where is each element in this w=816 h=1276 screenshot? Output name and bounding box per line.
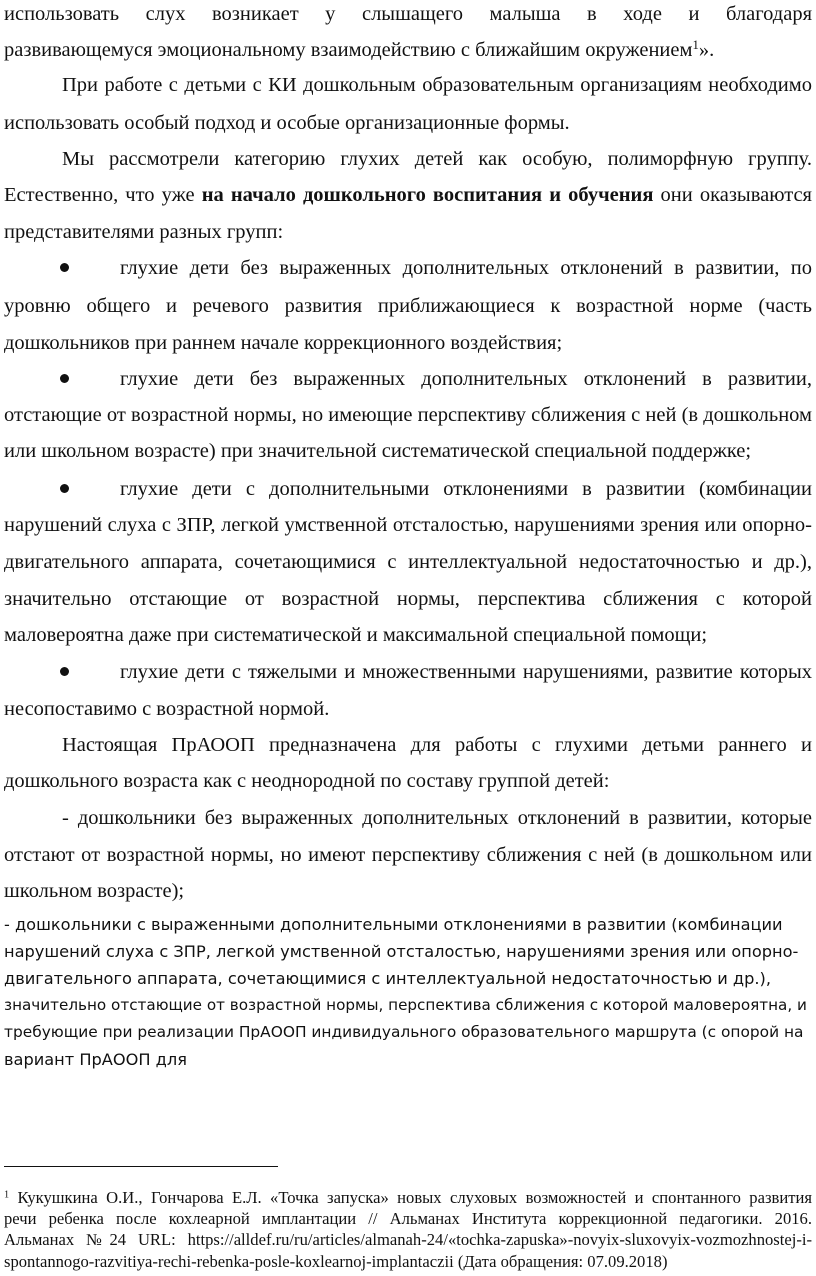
list-item-line: дошкольников при раннем начале коррекционного воздействия;	[4, 332, 563, 354]
body-line: - дошкольники без выраженных дополнительных отклонений в развитии, которые	[62, 807, 812, 829]
sans-line: - дошкольники с выраженными дополнительными отклонениями в развитии (комбинации	[4, 915, 783, 934]
body-line: отстают от возрастной нормы, но имеют перспективу сближения с ней (в дошкольном или	[4, 844, 812, 866]
list-item-line: отстающие от возрастной нормы, но имеющие перспективу сближения с ней (в дошкольном	[4, 404, 812, 426]
footnote-url-line[interactable]: Альманах №24 URL: https://alldef.ru/ru/articles/almanah-24/«tochka-zapuska»-novyix-sluxovyix-vozmozhnostej-i-	[4, 1230, 812, 1249]
list-item-line: глухие дети без выраженных дополнительных отклонений в развитии,	[120, 368, 812, 390]
body-line: использовать особый подход и особые организационные формы.	[4, 112, 570, 134]
body-line: При работе с детьми с КИ дошкольным образовательным организациям необходимо	[62, 74, 812, 96]
body-line: школьном возрасте);	[4, 880, 185, 902]
list-item-line: маловероятна даже при систематической и максимальной специальной помощи;	[4, 624, 708, 646]
sans-line: нарушений слуха с ЗПР, легкой умственной отсталостью, нарушениями зрения или опорно-	[4, 942, 799, 961]
list-item-line: значительно отстающие от возрастной нормы, перспектива сближения с которой	[4, 588, 812, 610]
bold-phrase: на начало дошкольного воспитания и обучения	[201, 184, 654, 206]
footnote-line	[4, 1190, 812, 1207]
body-text: они оказываются	[653, 184, 812, 206]
body-text: ».	[698, 39, 715, 61]
body-line	[4, 40, 812, 61]
footnote-separator	[4, 1166, 278, 1167]
list-item-line: глухие дети с тяжелыми и множественными нарушениями, развитие которых	[120, 661, 812, 683]
bullet-icon	[60, 484, 69, 493]
sans-line: двигательного аппарата, сочетающимися с интеллектуальной недостаточностью и др.),	[4, 969, 772, 988]
body-text: Естественно, что уже	[4, 184, 202, 206]
body-line: Мы рассмотрели категорию глухих детей как особую, полиморфную группу.	[62, 148, 812, 170]
body-line: дошкольного возраста как с неоднородной по составу группой детей:	[4, 770, 610, 792]
body-line: Настоящая ПрАООП предназначена для работы с глухими детьми раннего и	[62, 734, 812, 756]
body-line: использовать слух возникает у слышащего малыша в ходе и благодаря	[4, 3, 812, 25]
bullet-icon	[60, 374, 69, 383]
list-item-line: глухие дети без выраженных дополнительных отклонений в развитии, по	[120, 257, 812, 279]
footnote-marker: 1	[4, 1189, 10, 1201]
sans-line: вариант ПрАООП для	[4, 1050, 187, 1069]
footnote-ref[interactable]: 1	[692, 38, 699, 53]
bullet-icon	[60, 667, 69, 676]
footnote-url-line[interactable]: spontannogo-razvitiya-rechi-rebenka-posle-koxlearnoj-implantaczii (Дата обращения: 07.09.2018)	[4, 1252, 668, 1271]
list-item-line: несопоставимо с возрастной нормой.	[4, 698, 330, 720]
body-line	[4, 185, 812, 206]
body-line: представителями разных групп:	[4, 221, 284, 243]
body-text: развивающемуся эмоциональному взаимодействию с ближайшим окружением	[4, 39, 693, 61]
footnote-text: Кукушкина О.И., Гончарова Е.Л. «Точка запуска» новых слуховых возможностей и спонтанного развития	[9, 1188, 812, 1207]
list-item-line: двигательного аппарата, сочетающимися с интеллектуальной недостаточностью и др.),	[4, 551, 812, 573]
list-item-line: уровню общего и речевого развития приближающиеся к возрастной норме (часть	[4, 295, 812, 317]
list-item-line: или школьном возрасте) при значительной систематической специальной поддержке;	[4, 440, 752, 462]
sans-line: значительно отстающие от возрастной нормы, перспектива сближения с которой маловероятна, и	[4, 996, 807, 1014]
list-item-line: нарушений слуха с ЗПР, легкой умственной отсталостью, нарушениями зрения или опорно-	[4, 514, 812, 536]
bullet-icon	[60, 263, 69, 272]
footnote-line: речи ребенка после кохлеарной имплантации // Альманах Института коррекционной педагогики. 2016.	[4, 1209, 812, 1228]
sans-line: требующие при реализации ПрАООП индивидуального образовательного маршрута (с опорой на	[4, 1023, 804, 1041]
list-item-line: глухие дети с дополнительными отклонениями в развитии (комбинации	[120, 478, 812, 500]
